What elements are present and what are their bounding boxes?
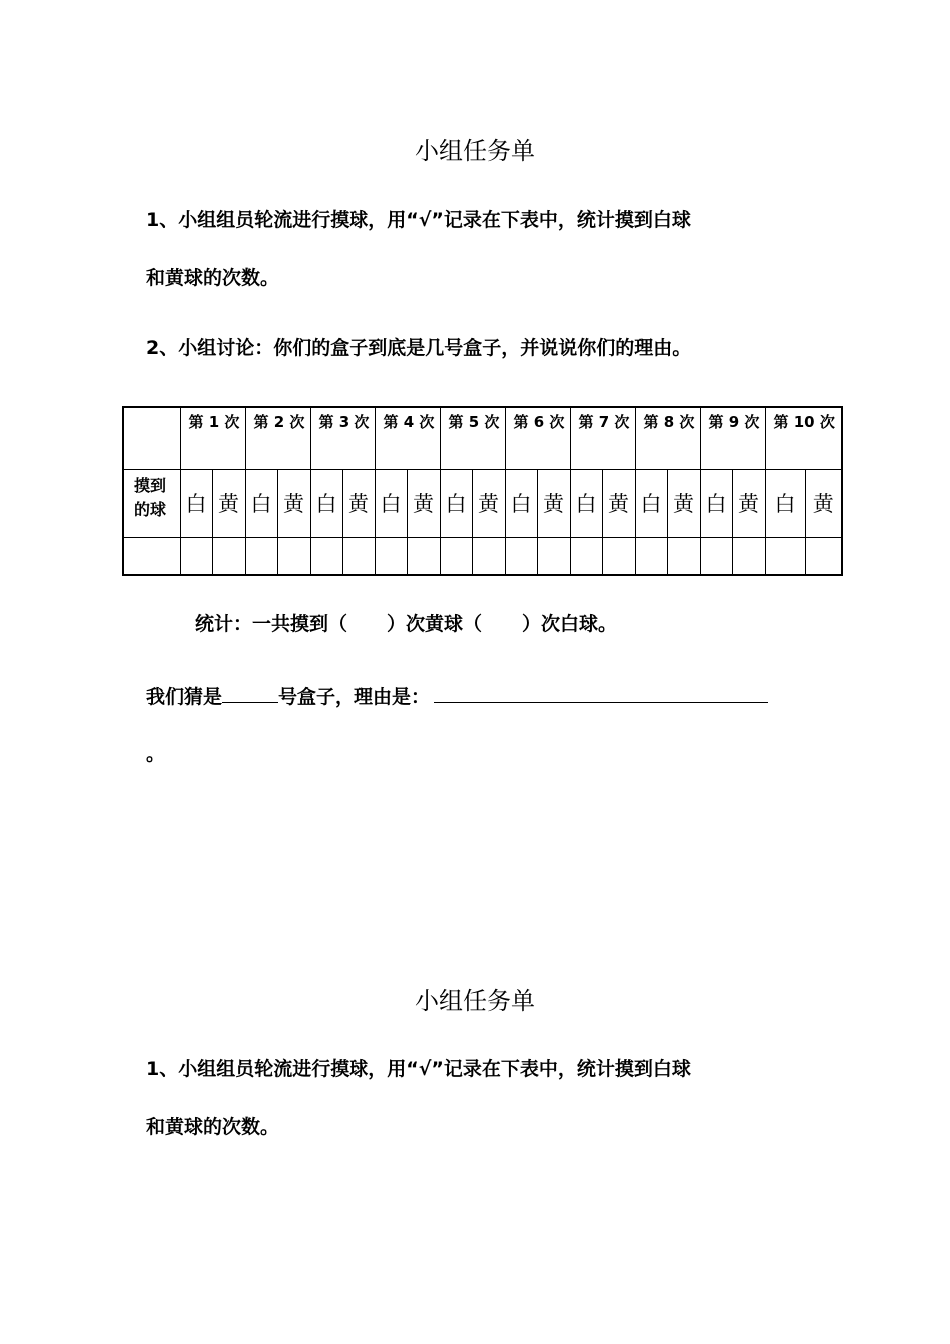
tally-cell[interactable] <box>505 537 537 575</box>
task1-line2-repeat: 和黄球的次数。 <box>146 1116 280 1138</box>
white-cell: 白 <box>635 469 667 537</box>
tally-cell[interactable] <box>310 537 342 575</box>
white-cell: 白 <box>245 469 277 537</box>
reason-blank[interactable] <box>434 680 768 703</box>
table-corner-cell <box>123 407 180 469</box>
tally-cell[interactable] <box>472 537 505 575</box>
table-label-row <box>123 469 842 537</box>
stats-line <box>195 610 617 638</box>
yellow-cell: 黄 <box>212 469 245 537</box>
tally-cell[interactable] <box>440 537 472 575</box>
tally-cell[interactable] <box>212 537 245 575</box>
yellow-cell: 黄 <box>407 469 440 537</box>
tally-table <box>122 406 843 576</box>
yellow-cell: 黄 <box>732 469 765 537</box>
yellow-cell: 黄 <box>277 469 310 537</box>
stats-prefix: 统计：一共摸到（ <box>195 613 348 635</box>
white-cell: 白 <box>440 469 472 537</box>
guess-end-mark: 。 <box>146 743 166 765</box>
worksheet-title-2: 小组任务单 <box>415 987 535 1015</box>
tally-cell[interactable] <box>765 537 805 575</box>
tally-cell[interactable] <box>245 537 277 575</box>
yellow-cell: 黄 <box>472 469 505 537</box>
column-header: 第 7 次 <box>570 407 635 469</box>
tally-cell[interactable] <box>277 537 310 575</box>
tally-cell[interactable] <box>407 537 440 575</box>
tally-cell[interactable] <box>537 537 570 575</box>
task1-line1: 1、小组组员轮流进行摸球，用“√”记录在下表中，统计摸到白球 <box>146 209 691 231</box>
column-header: 第 3 次 <box>310 407 375 469</box>
yellow-cell: 黄 <box>537 469 570 537</box>
tally-cell[interactable] <box>180 537 212 575</box>
table-header-row <box>123 407 842 469</box>
tally-cell[interactable] <box>667 537 700 575</box>
white-cell: 白 <box>765 469 805 537</box>
tally-cell[interactable] <box>700 537 732 575</box>
tally-cell[interactable] <box>570 537 602 575</box>
tally-cell[interactable] <box>635 537 667 575</box>
yellow-cell: 黄 <box>342 469 375 537</box>
yellow-cell: 黄 <box>805 469 842 537</box>
column-header: 第 6 次 <box>505 407 570 469</box>
yellow-cell: 黄 <box>667 469 700 537</box>
tally-cell[interactable] <box>602 537 635 575</box>
white-cell: 白 <box>310 469 342 537</box>
stats-suffix: ）次白球。 <box>522 613 618 635</box>
tally-cell[interactable] <box>732 537 765 575</box>
tally-entry-row <box>123 537 842 575</box>
guess-prefix: 我们猜是 <box>146 686 223 708</box>
tally-cell[interactable] <box>375 537 407 575</box>
entry-label-cell <box>123 537 180 575</box>
guess-line <box>146 680 768 711</box>
column-header: 第 4 次 <box>375 407 440 469</box>
tally-cell[interactable] <box>342 537 375 575</box>
task2-line: 2、小组讨论：你们的盒子到底是几号盒子，并说说你们的理由。 <box>146 337 692 359</box>
column-header: 第 5 次 <box>440 407 505 469</box>
box-number-blank[interactable] <box>222 680 278 703</box>
worksheet-title-1: 小组任务单 <box>415 137 535 165</box>
column-header: 第 10 次 <box>765 407 842 469</box>
white-cell: 白 <box>700 469 732 537</box>
task1-line1-repeat: 1、小组组员轮流进行摸球，用“√”记录在下表中，统计摸到白球 <box>146 1058 691 1080</box>
column-header: 第 8 次 <box>635 407 700 469</box>
white-cell: 白 <box>570 469 602 537</box>
stats-middle: ）次黄球（ <box>387 613 483 635</box>
column-header: 第 2 次 <box>245 407 310 469</box>
column-header: 第 9 次 <box>700 407 765 469</box>
guess-middle: 号盒子，理由是： <box>278 686 431 708</box>
column-header: 第 1 次 <box>180 407 245 469</box>
yellow-cell: 黄 <box>602 469 635 537</box>
tally-cell[interactable] <box>805 537 842 575</box>
task1-line2: 和黄球的次数。 <box>146 267 280 289</box>
white-cell: 白 <box>505 469 537 537</box>
white-cell: 白 <box>375 469 407 537</box>
white-cell: 白 <box>180 469 212 537</box>
row-label-balls: 摸到的球 <box>123 469 180 537</box>
